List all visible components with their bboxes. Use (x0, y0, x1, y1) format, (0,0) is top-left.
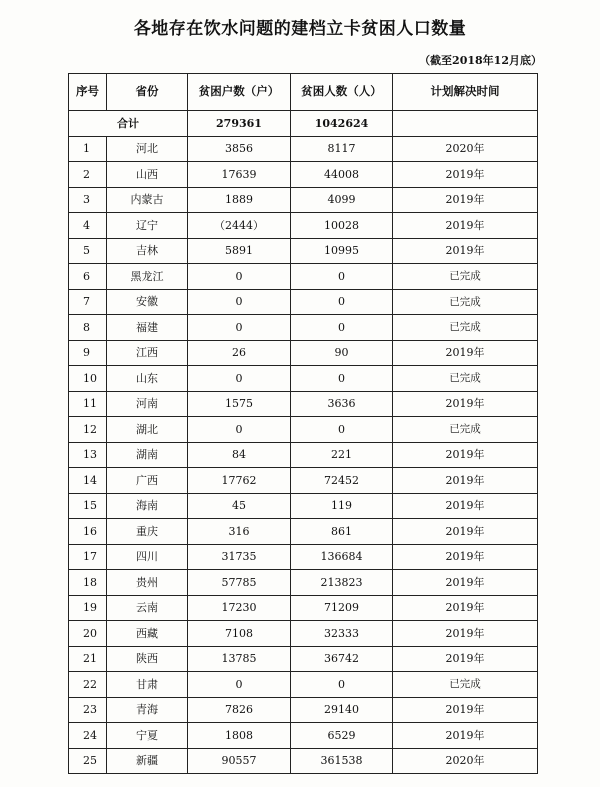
table-row (69, 595, 538, 621)
row-province: 山东 (107, 366, 188, 392)
row-households: 0 (188, 264, 291, 290)
table-row (69, 646, 538, 672)
row-people: 72452 (291, 468, 393, 494)
row-people: 861 (291, 519, 393, 545)
row-households: 45 (188, 493, 291, 519)
row-province: 贵州 (107, 570, 188, 596)
row-plan: 2019年 (393, 493, 538, 519)
table-row (69, 519, 538, 545)
row-province: 内蒙古 (107, 187, 188, 213)
row-no: 20 (69, 621, 107, 647)
row-people: 0 (291, 315, 393, 341)
row-people: 8117 (291, 136, 393, 162)
row-people: 0 (291, 672, 393, 698)
row-households: （2444） (188, 213, 291, 239)
table-row (69, 340, 538, 366)
row-households: 0 (188, 366, 291, 392)
row-people: 0 (291, 417, 393, 443)
header-households: 贫困户数（户） (188, 74, 291, 111)
row-no: 6 (69, 264, 107, 290)
row-plan: 2019年 (393, 187, 538, 213)
row-no: 12 (69, 417, 107, 443)
row-plan: 已完成 (393, 289, 538, 315)
row-province: 宁夏 (107, 723, 188, 749)
table-row (69, 748, 538, 774)
row-no: 19 (69, 595, 107, 621)
row-no: 23 (69, 697, 107, 723)
row-plan: 2020年 (393, 136, 538, 162)
row-province: 湖南 (107, 442, 188, 468)
row-people: 10028 (291, 213, 393, 239)
row-people: 10995 (291, 238, 393, 264)
row-people: 29140 (291, 697, 393, 723)
row-people: 36742 (291, 646, 393, 672)
row-no: 4 (69, 213, 107, 239)
row-plan: 2019年 (393, 570, 538, 596)
row-plan: 已完成 (393, 672, 538, 698)
row-households: 3856 (188, 136, 291, 162)
row-no: 24 (69, 723, 107, 749)
row-plan: 2019年 (393, 442, 538, 468)
table-row (69, 468, 538, 494)
row-province: 山西 (107, 162, 188, 188)
row-plan: 2019年 (393, 162, 538, 188)
table-row (69, 213, 538, 239)
poverty-water-table (68, 73, 538, 774)
row-people: 90 (291, 340, 393, 366)
row-people: 6529 (291, 723, 393, 749)
row-households: 0 (188, 315, 291, 341)
row-province: 西藏 (107, 621, 188, 647)
table-row (69, 544, 538, 570)
header-people: 贫困人数（人） (291, 74, 393, 111)
row-no: 10 (69, 366, 107, 392)
document-title: 各地存在饮水问题的建档立卡贫困人口数量 (133, 19, 467, 39)
total-people: 1042624 (291, 111, 393, 137)
row-province: 四川 (107, 544, 188, 570)
row-province: 新疆 (107, 748, 188, 774)
row-no: 5 (69, 238, 107, 264)
row-province: 黑龙江 (107, 264, 188, 290)
row-people: 119 (291, 493, 393, 519)
row-province: 福建 (107, 315, 188, 341)
table-row (69, 621, 538, 647)
row-plan: 已完成 (393, 264, 538, 290)
row-province: 海南 (107, 493, 188, 519)
table-row (69, 391, 538, 417)
row-people: 44008 (291, 162, 393, 188)
row-province: 河南 (107, 391, 188, 417)
total-households: 279361 (188, 111, 291, 137)
table-row (69, 570, 538, 596)
row-plan: 2019年 (393, 340, 538, 366)
table-row (69, 162, 538, 188)
row-households: 84 (188, 442, 291, 468)
row-province: 辽宁 (107, 213, 188, 239)
row-no: 18 (69, 570, 107, 596)
row-plan: 2019年 (393, 697, 538, 723)
row-no: 17 (69, 544, 107, 570)
row-province: 甘肃 (107, 672, 188, 698)
row-people: 0 (291, 264, 393, 290)
row-province: 陕西 (107, 646, 188, 672)
header-plan: 计划解决时间 (393, 74, 538, 111)
row-households: 7108 (188, 621, 291, 647)
row-people: 136684 (291, 544, 393, 570)
row-people: 32333 (291, 621, 393, 647)
row-plan: 2019年 (393, 544, 538, 570)
row-no: 13 (69, 442, 107, 468)
row-plan: 已完成 (393, 417, 538, 443)
table-row (69, 723, 538, 749)
row-households: 17639 (188, 162, 291, 188)
table-row (69, 136, 538, 162)
table-row (69, 187, 538, 213)
row-plan: 2019年 (393, 213, 538, 239)
row-no: 15 (69, 493, 107, 519)
row-plan: 2019年 (393, 595, 538, 621)
row-people: 3636 (291, 391, 393, 417)
row-province: 广西 (107, 468, 188, 494)
row-households: 5891 (188, 238, 291, 264)
table-row (69, 289, 538, 315)
row-plan: 2019年 (393, 519, 538, 545)
table-row (69, 442, 538, 468)
row-no: 25 (69, 748, 107, 774)
row-people: 221 (291, 442, 393, 468)
row-people: 0 (291, 366, 393, 392)
row-no: 3 (69, 187, 107, 213)
row-no: 21 (69, 646, 107, 672)
row-households: 1575 (188, 391, 291, 417)
table-row (69, 366, 538, 392)
row-people: 71209 (291, 595, 393, 621)
row-province: 青海 (107, 697, 188, 723)
table-row (69, 315, 538, 341)
row-households: 13785 (188, 646, 291, 672)
row-households: 0 (188, 672, 291, 698)
row-households: 17230 (188, 595, 291, 621)
row-plan: 2020年 (393, 748, 538, 774)
header-row (69, 74, 538, 111)
table-row (69, 697, 538, 723)
row-households: 1889 (188, 187, 291, 213)
row-province: 重庆 (107, 519, 188, 545)
row-province: 河北 (107, 136, 188, 162)
row-no: 9 (69, 340, 107, 366)
row-households: 31735 (188, 544, 291, 570)
row-no: 2 (69, 162, 107, 188)
row-no: 11 (69, 391, 107, 417)
table-row (69, 672, 538, 698)
row-plan: 2019年 (393, 238, 538, 264)
row-people: 213823 (291, 570, 393, 596)
row-plan: 2019年 (393, 621, 538, 647)
row-province: 安徽 (107, 289, 188, 315)
row-plan: 已完成 (393, 366, 538, 392)
row-province: 吉林 (107, 238, 188, 264)
date-note: （截至2018年12月底） (419, 54, 542, 67)
row-households: 57785 (188, 570, 291, 596)
row-households: 90557 (188, 748, 291, 774)
row-households: 316 (188, 519, 291, 545)
row-households: 0 (188, 289, 291, 315)
row-plan: 2019年 (393, 468, 538, 494)
row-plan: 2019年 (393, 391, 538, 417)
table-row (69, 417, 538, 443)
row-no: 7 (69, 289, 107, 315)
row-no: 8 (69, 315, 107, 341)
row-province: 湖北 (107, 417, 188, 443)
table-row (69, 264, 538, 290)
table-row (69, 493, 538, 519)
row-households: 17762 (188, 468, 291, 494)
row-households: 26 (188, 340, 291, 366)
row-province: 云南 (107, 595, 188, 621)
row-plan: 2019年 (393, 723, 538, 749)
row-households: 0 (188, 417, 291, 443)
header-no: 序号 (69, 74, 107, 111)
row-no: 22 (69, 672, 107, 698)
row-households: 1808 (188, 723, 291, 749)
total-label: 合计 (69, 111, 188, 137)
row-province: 江西 (107, 340, 188, 366)
row-people: 0 (291, 289, 393, 315)
header-province: 省份 (107, 74, 188, 111)
row-no: 14 (69, 468, 107, 494)
row-no: 16 (69, 519, 107, 545)
total-row (69, 111, 538, 137)
row-people: 4099 (291, 187, 393, 213)
row-no: 1 (69, 136, 107, 162)
row-people: 361538 (291, 748, 393, 774)
row-plan: 2019年 (393, 646, 538, 672)
row-plan: 已完成 (393, 315, 538, 341)
row-households: 7826 (188, 697, 291, 723)
table-row (69, 238, 538, 264)
total-plan (393, 111, 538, 137)
